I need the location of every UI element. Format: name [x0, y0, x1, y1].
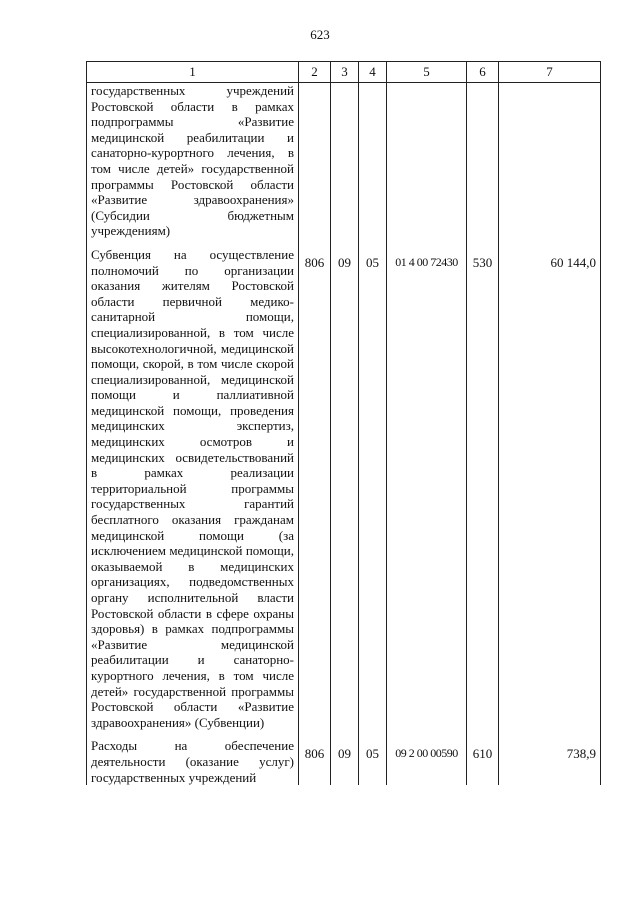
row-ministry-code: 806 — [299, 738, 331, 785]
row-description: Расходы на обеспечение деятельности (оказание услуг) государственных учреждений — [87, 738, 299, 785]
column-header-4: 4 — [359, 62, 387, 83]
row-subsection-code: 05 — [359, 247, 387, 738]
row-amount: 738,9 — [499, 738, 601, 785]
row-target-article: 01 4 00 72430 — [387, 247, 467, 738]
row-subsection-code: 05 — [359, 738, 387, 785]
column-header-5: 5 — [387, 62, 467, 83]
column-header-6: 6 — [467, 62, 499, 83]
row-target-article — [387, 83, 467, 247]
budget-table — [86, 61, 601, 785]
row-section-code — [331, 83, 359, 247]
row-subsection-code — [359, 83, 387, 247]
row-target-article: 09 2 00 00590 — [387, 738, 467, 785]
column-header-3: 3 — [331, 62, 359, 83]
row-amount: 60 144,0 — [499, 247, 601, 738]
table-row — [87, 738, 601, 785]
row-ministry-code: 806 — [299, 247, 331, 738]
row-section-code: 09 — [331, 247, 359, 738]
column-header-2: 2 — [299, 62, 331, 83]
column-header-1: 1 — [87, 62, 299, 83]
row-description: государственных учреждений Ростовской области в рамках подпрограммы «Развитие медицинской реабилитации и санаторно-курортного лечения, в том числе детей» государственной программы Ростовской области «Развитие здравоохранения» (Субсидии бюджетным учреждениям) — [87, 83, 299, 247]
page-number: 623 — [310, 27, 330, 42]
header-row — [87, 62, 601, 83]
table-row — [87, 83, 601, 247]
row-expense-type — [467, 83, 499, 247]
column-header-7: 7 — [499, 62, 601, 83]
row-description: Субвенция на осуществление полномочий по организации оказания жителям Ростовской области первичной медико-санитарной помощи, специализированной, в том числе высокотехнологичной, медицинской помощи, скорой, в том числе скорой специализированной, медицинской помощи и паллиативной медицинской помощи, проведения медицинских экспертиз, медицинских осмотров и медицинских освидетельствований в рамках реализации территориальной программы государственных гарантий бесплатного оказания гражданам медицинской помощи (за исключением медицинской помощи, оказываемой в медицинских организациях, подведомственных органу исполнительной власти Ростовской области в сфере охраны здоровья) в рамках подпрограммы «Развитие медицинской реабилитации и санаторно-курортного лечения, в том числе детей» государственной программы Ростовской области «Развитие здравоохранения» (Субвенции) — [87, 247, 299, 738]
row-expense-type: 530 — [467, 247, 499, 738]
row-expense-type: 610 — [467, 738, 499, 785]
row-ministry-code — [299, 83, 331, 247]
row-section-code: 09 — [331, 738, 359, 785]
row-amount — [499, 83, 601, 247]
table-row — [87, 247, 601, 738]
